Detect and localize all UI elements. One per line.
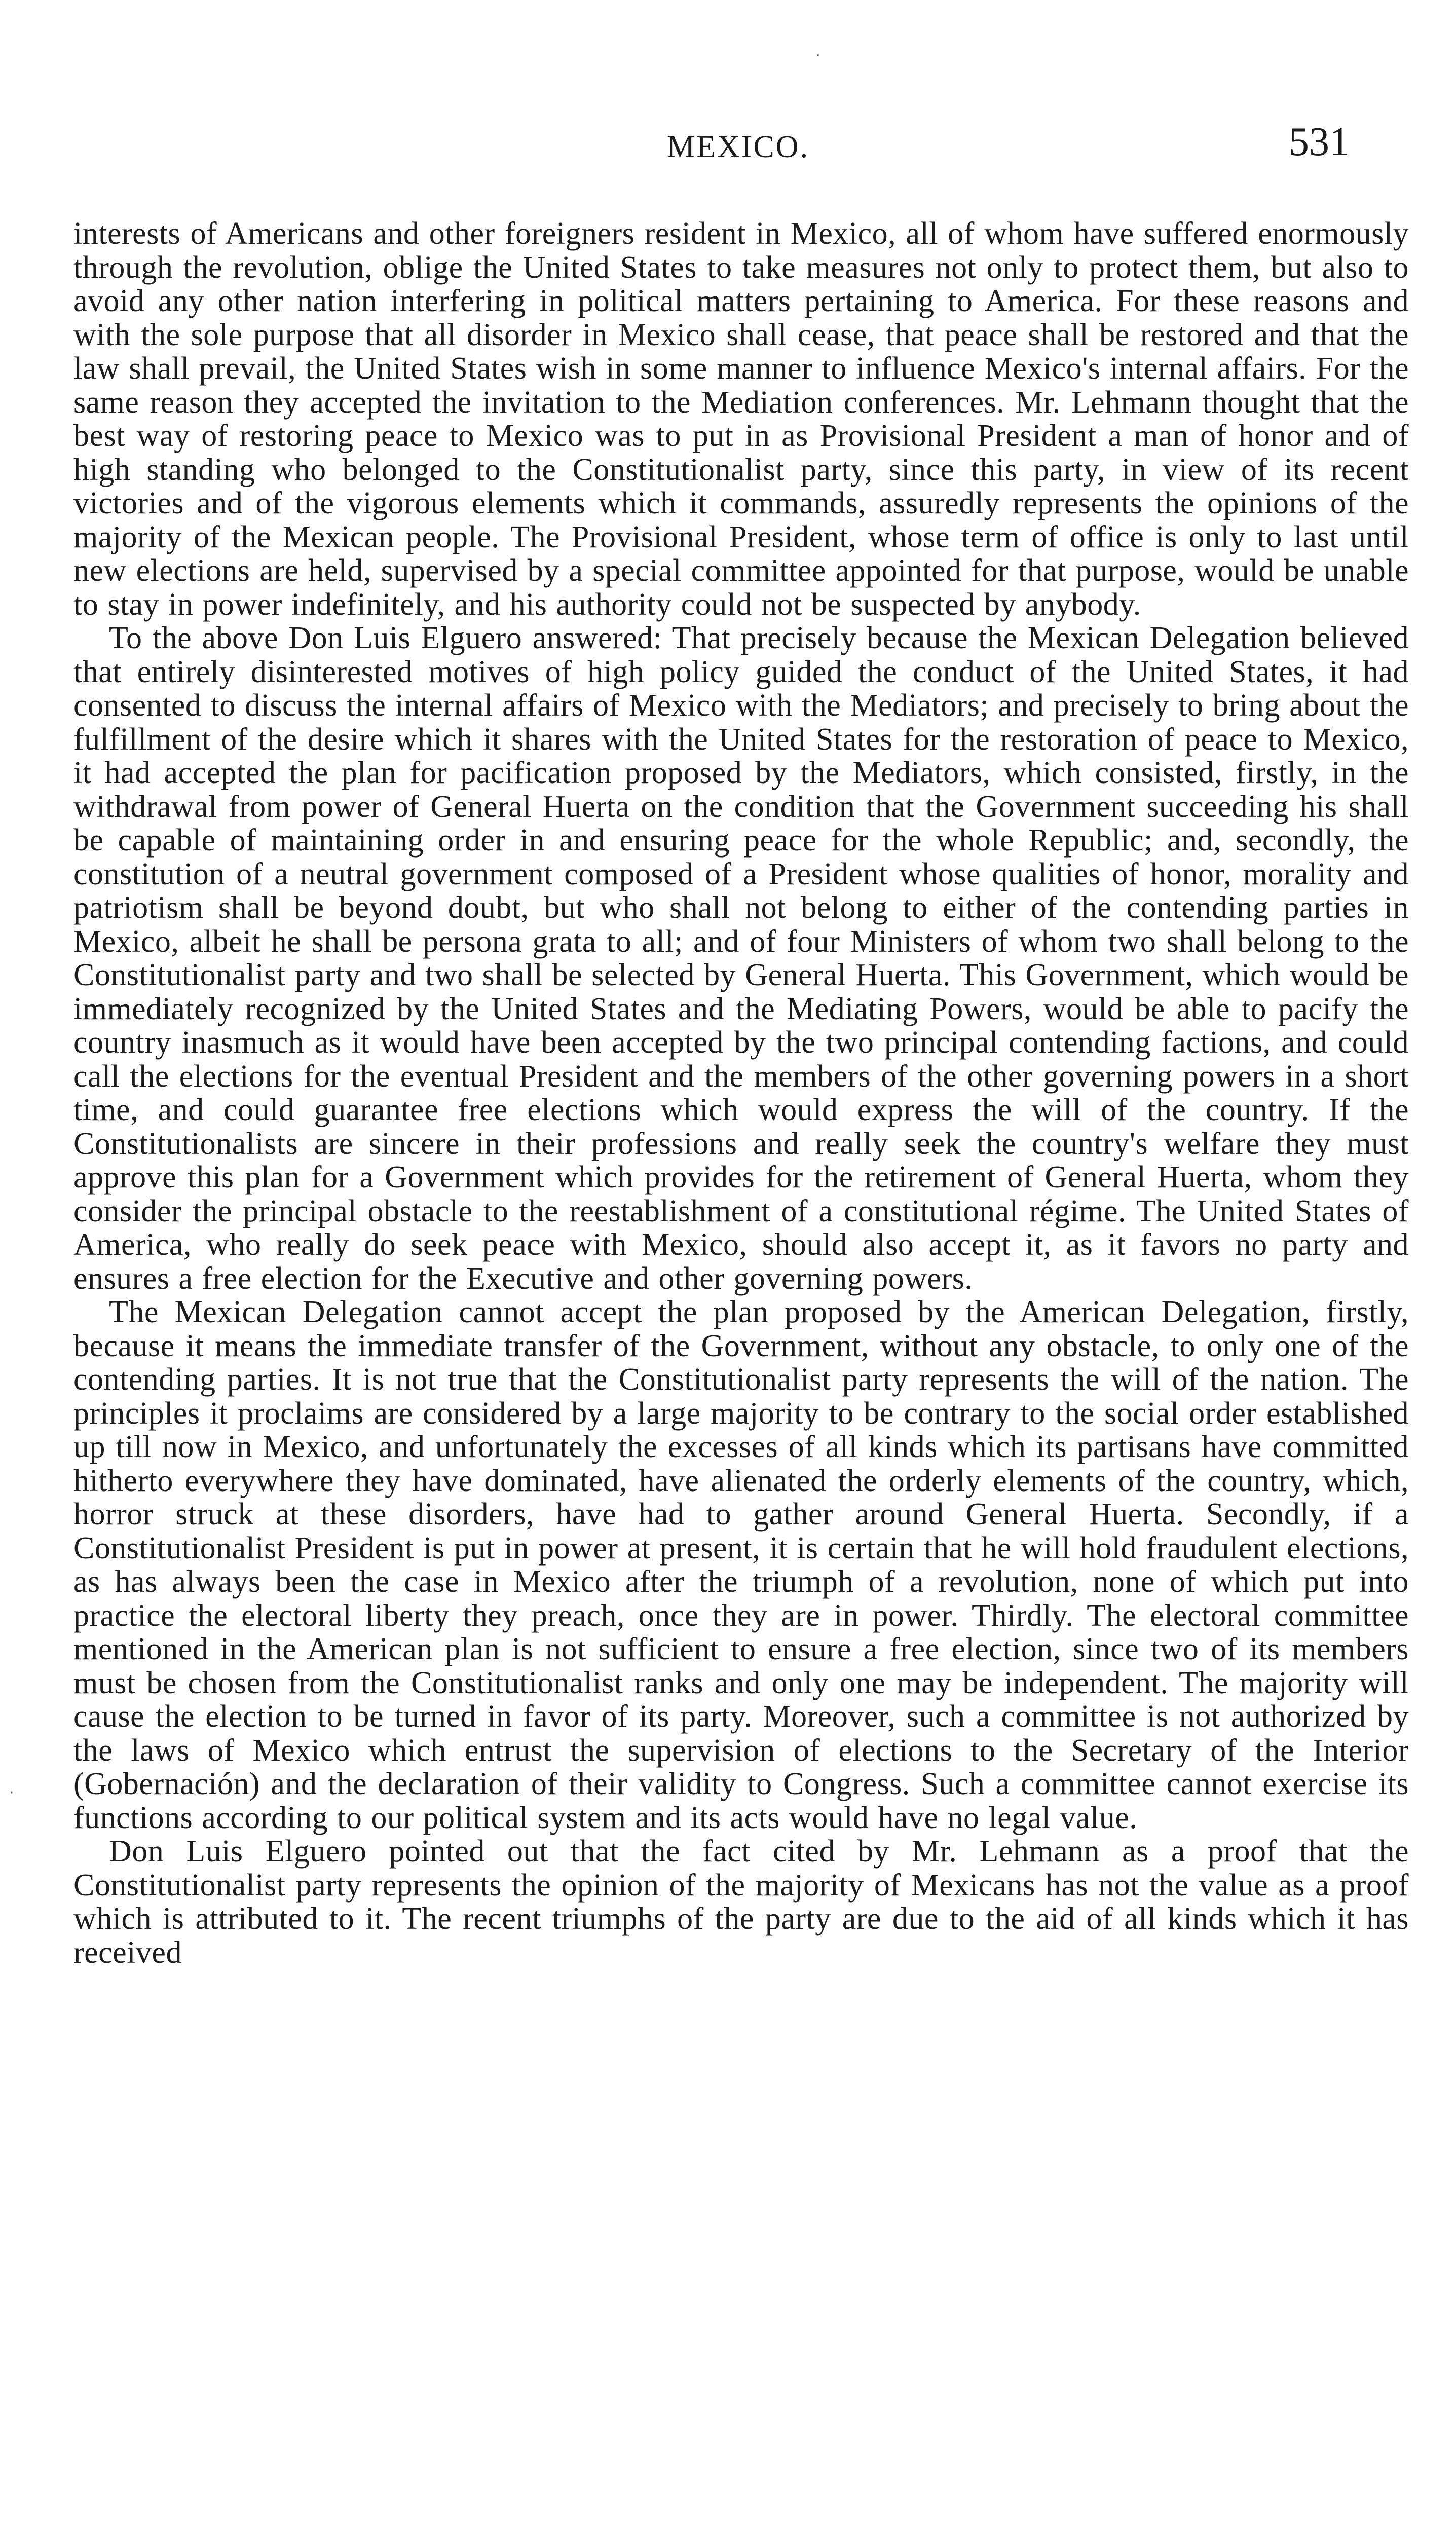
paragraph: interests of Americans and other foreigners resident in Mexico, all of whom have suffered enormously through the revolution, oblige the United States to take measures not only to protect them, but also to avoid any other nation interfering in political matters pertaining to America. For these reasons and with the sole purpose that all disorder in Mexico shall cease, that peace shall be restored and that the law shall prevail, the United States wish in some manner to influence Mexico's internal affairs. For the same reason they accepted the invitation to the Mediation conferences. Mr. Lehmann thought that the best way of restoring peace to Mexico was to put in as Provisional President a man of honor and of high standing who belonged to the Constitutionalist party, since this party, in view of its recent victories and of the vigorous elements which it commands, assuredly represents the opinions of the majority of the Mexican people. The Provisional President, whose term of office is only to last until new elections are held, supervised by a special committee appointed for that purpose, would be unable to stay in power indefinitely, and his authority could not be suspected by anybody. (73, 216, 1409, 622)
paragraph: The Mexican Delegation cannot accept the plan proposed by the American Delegation, firstly, because it means the immediate transfer of the Government, without any obstacle, to only one of the contending parties. It is not true that the Constitutionalist party represents the will of the nation. The principles it proclaims are considered by a large majority to be contrary to the social order established up till now in Mexico, and unfortunately the excesses of all kinds which its partisans have committed hitherto everywhere they have dominated, have alienated the orderly elements of the country, which, horror struck at these disorders, have had to gather around General Huerta. Secondly, if a Constitutionalist President is put in power at present, it is certain that he will hold fraudulent elections, as has always been the case in Mexico after the triumph of a revolution, none of which put into practice the electoral liberty they preach, once they are in power. Thirdly. The electoral committee mentioned in the American plan is not sufficient to ensure a free election, since two of its members must be chosen from the Constitutionalist ranks and only one may be independent. The majority will cause the election to be turned in favor of its party. Moreover, such a committee is not authorized by the laws of Mexico which entrust the supervision of elections to the Secretary of the Interior (Gobernación) and the declaration of their validity to Congress. Such a committee cannot exercise its functions according to our political system and its acts would have no legal value. (73, 1295, 1409, 1835)
paragraph: To the above Don Luis Elguero answered: That precisely because the Mexican Delegation believed that entirely disinterested motives of high policy guided the conduct of the United States, it had consented to discuss the internal affairs of Mexico with the Mediators; and precisely to bring about the fulfillment of the desire which it shares with the United States for the restoration of peace to Mexico, it had accepted the plan for pacification proposed by the Mediators, which consisted, firstly, in the withdrawal from power of General Huerta on the condition that the Government succeeding his shall be capable of maintaining order in and ensuring peace for the whole Republic; and, secondly, the constitution of a neutral government composed of a President whose qualities of honor, morality and patriotism shall be beyond doubt, but who shall not belong to either of the contending parties in Mexico, albeit he shall be persona grata to all; and of four Ministers of whom two shall belong to the Constitutionalist party and two shall be selected by General Huerta. This Government, which would be immediately recognized by the United States and the Mediating Powers, would be able to pacify the country inasmuch as it would have been accepted by the two principal contending factions, and could call the elections for the eventual President and the members of the other governing powers in a short time, and could guarantee free elections which would express the will of the country. If the Constitutionalists are sincere in their professions and really seek the country's welfare they must approve this plan for a Government which provides for the retirement of General Huerta, whom they consider the principal obstacle to the reestablishment of a constitutional régime. The United States of America, who really do seek peace with Mexico, should also accept it, as it favors no party and ensures a free election for the Executive and other governing powers. (73, 621, 1409, 1296)
body-text (73, 217, 1409, 1969)
stray-mark: · (9, 1784, 14, 1802)
page-number: 531 (1289, 120, 1350, 164)
page-header (71, 119, 1405, 175)
paragraph: Don Luis Elguero pointed out that the fact cited by Mr. Lehmann as a proof that the Constitutionalist party represents the opinion of the majority of Mexicans has not the value as a proof which is attributed to it. The recent triumphs of the party are due to the aid of all kinds which it has received (73, 1834, 1409, 1970)
running-head: MEXICO. (666, 130, 810, 164)
stray-mark: · (816, 48, 820, 63)
